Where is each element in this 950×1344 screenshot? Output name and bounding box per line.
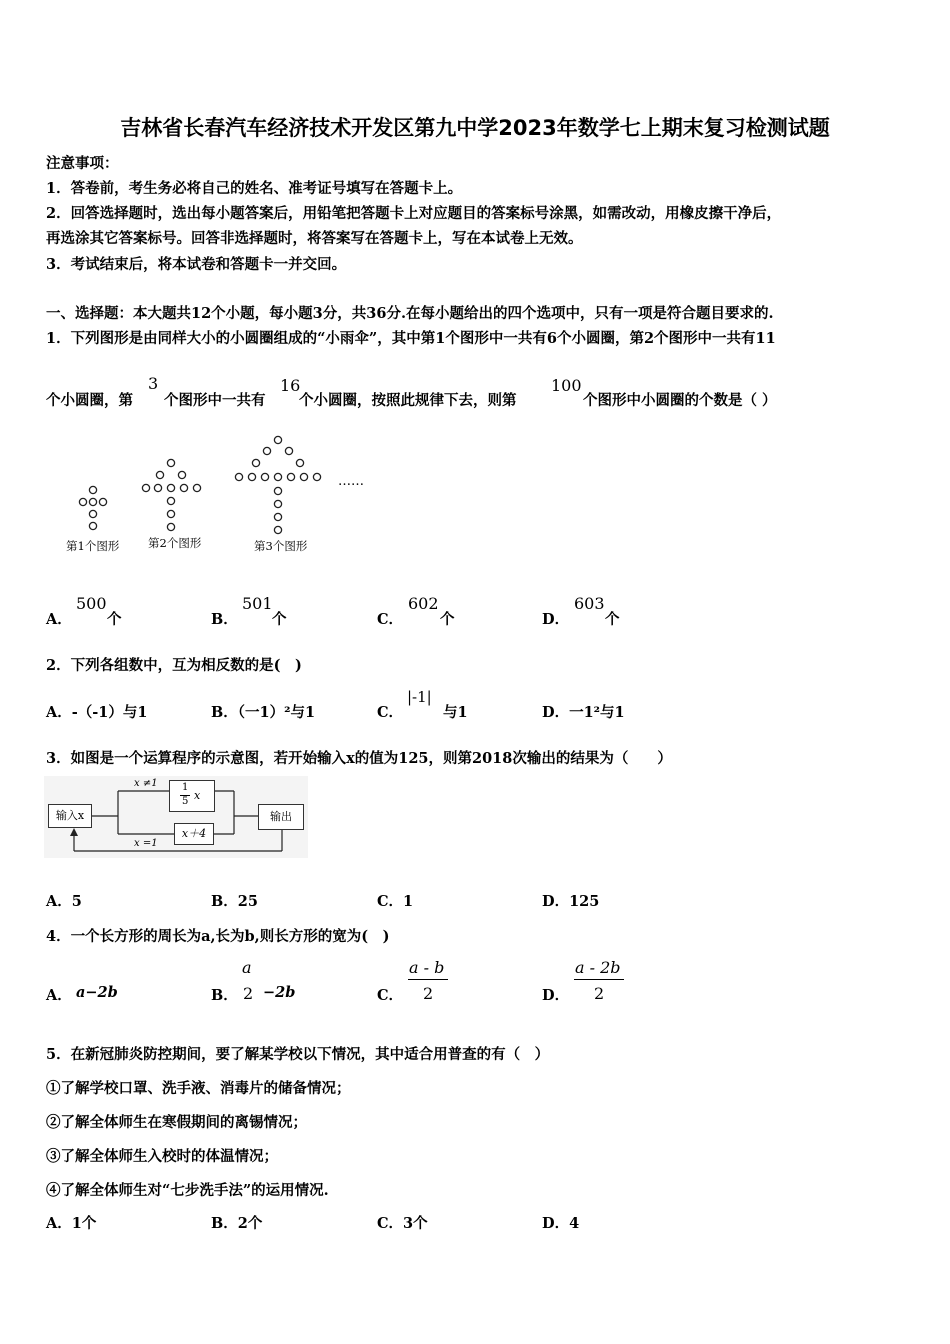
q1-stem-line1: 1．下列图形是由同样大小的小圆圈组成的“小雨伞”，其中第1个图形中一共有6个小圆圈，第2个图形中一共有11 [46,330,776,347]
q4-option-c-den: 2 [423,984,434,1003]
q2-option-b[interactable]: B．（一1）²与1 [211,704,316,721]
q1-option-c-unit: 个 [440,611,455,628]
output-box: 输出 [258,804,304,830]
arrow-up-icon [70,828,78,836]
q1-option-b-num: 501 [242,594,273,613]
umbrella-3 [235,436,320,533]
q4-option-a-letter[interactable]: A． [46,987,72,1004]
q5-option-b[interactable]: B．2个 [211,1215,263,1232]
figure-label-2: 第2个图形 [148,536,202,550]
notice-item: 再选涂其它答案标号。回答非选择题时，将答案写在答题卡上，写在本试卷上无效。 [46,230,583,247]
q1-option-a-num: 500 [76,594,107,613]
q1-option-d-letter[interactable]: D． [542,611,570,628]
add-four-box: x＋4 [174,823,214,845]
q1-num-3: 3 [148,374,159,393]
q5-item: ④了解全体师生对“七步洗手法”的运用情况. [46,1182,329,1199]
q1-stem-line2-b: 个图形中一共有 [164,392,266,409]
q1-option-d-unit: 个 [605,611,620,628]
q5-item: ①了解学校口罩、洗手液、消毒片的储备情况； [46,1080,351,1097]
flow-diagram [44,776,308,858]
q4-option-d-num: a - 2b [575,958,621,977]
q1-option-c-num: 602 [408,594,439,613]
q1-option-a-unit: 个 [107,611,122,628]
q2-option-c-tail: 与1 [443,704,468,721]
input-box: 输入x [48,804,92,828]
figure-label-1: 第1个图形 [66,539,120,553]
q2-option-c-abs: |-1| [407,688,432,706]
q4-option-d-den: 2 [594,984,605,1003]
q1-stem-line2-c: 个小圆圈，按照此规律下去，则第 [299,392,517,409]
q3-option-d[interactable]: D．125 [542,893,600,910]
q1-num-16: 16 [280,376,301,395]
divide-num: 1 [182,782,189,793]
page-title: 吉林省长春汽车经济技术开发区第九中学2023年数学七上期末复习检测试题 [120,116,830,140]
q5-item: ③了解全体师生入校时的体温情况； [46,1148,278,1165]
q4-option-b-letter[interactable]: B． [211,987,238,1004]
q4-option-b-num: a [242,958,252,977]
bottom-condition: x =1 [134,838,158,849]
q1-num-100: 100 [551,376,582,395]
divide-den: 5 [182,796,189,807]
q1-option-b-unit: 个 [272,611,287,628]
q2-option-a[interactable]: A．-（-1）与1 [46,704,148,721]
top-condition: x ≠1 [134,778,158,789]
q1-option-c-letter[interactable]: C． [377,611,404,628]
q1-option-d-num: 603 [574,594,605,613]
q5-stem: 5．在新冠肺炎防控期间，要了解某学校以下情况，其中适合用普查的有（ ） [46,1046,550,1063]
q4-option-b-den: 2 [243,984,254,1003]
umbrella-2 [142,459,200,530]
q1-option-b-letter[interactable]: B． [211,611,238,628]
q5-option-c[interactable]: C．3个 [377,1215,428,1232]
q2-option-d[interactable]: D．一1²与1 [542,704,625,721]
q4-option-b-tail: −2b [263,984,296,1001]
q3-option-b[interactable]: B．25 [211,893,258,910]
q3-option-a[interactable]: A．5 [46,893,82,910]
q4-option-d-letter[interactable]: D． [542,987,570,1004]
umbrella-1 [79,486,106,529]
divide-box [169,780,215,812]
q3-stem: 3．如图是一个运算程序的示意图，若开始输入x的值为125，则第2018次输出的结果为（ ） [46,750,672,767]
q1-stem-line2-a: 个小圆圈，第 [46,392,133,409]
q4-stem: 4．一个长方形的周长为a,长为b,则长方形的宽为( ) [46,928,390,945]
q2-option-c[interactable]: C． [377,704,404,721]
section-heading: 一、选择题：本大题共12个小题，每小题3分，共36分.在每小题给出的四个选项中，只有一项是符合题目要求的. [46,305,774,322]
q4-option-c-num: a - b [409,958,445,977]
notice-item: 2．回答选择题时，选出每小题答案后，用铅笔把答题卡上对应题目的答案标号涂黑，如需改动，用橡皮擦干净后， [46,205,782,222]
q2-stem: 2．下列各组数中，互为相反数的是( ) [46,657,302,674]
notice-item: 1．答卷前，考生务必将自己的姓名、准考证号填写在答题卡上。 [46,180,463,197]
notice-item: 3．考试结束后，将本试卷和答题卡一并交回。 [46,256,347,273]
q4-option-c-letter[interactable]: C． [377,987,404,1004]
q4-option-d-bar [574,979,624,980]
q4-option-c-bar [408,979,448,980]
q3-option-c[interactable]: C．1 [377,893,414,910]
q1-option-a-letter[interactable]: A． [46,611,72,628]
q1-stem-line2-d: 个图形中小圆圈的个数是（ ） [583,392,777,409]
q4-option-a-expr: a−2b [76,984,118,1001]
q5-item: ②了解全体师生在寒假期间的离锡情况； [46,1114,307,1131]
figure-label-3: 第3个图形 [254,539,308,553]
q5-option-d[interactable]: D．4 [542,1215,580,1232]
figure-ellipsis: …… [338,474,364,489]
notice-heading: 注意事项： [46,155,119,172]
divide-var: x [194,789,201,802]
q5-option-a[interactable]: A．1个 [46,1215,97,1232]
